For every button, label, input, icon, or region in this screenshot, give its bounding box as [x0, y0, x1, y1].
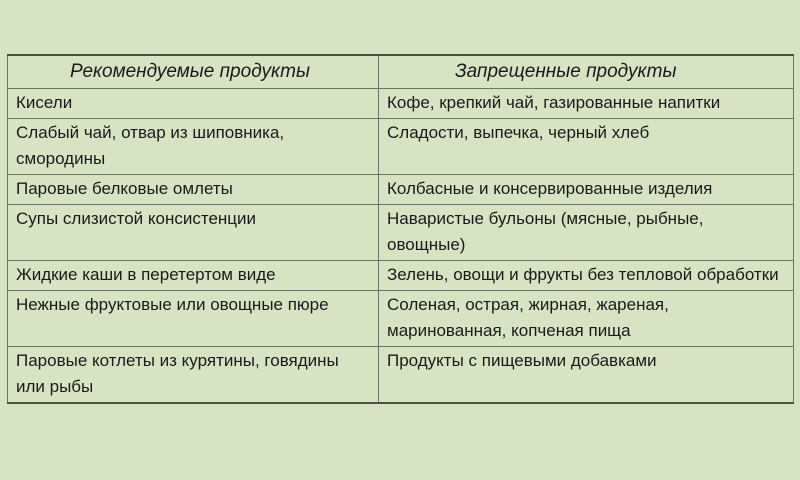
- recommended-cell: Паровые белковые омлеты: [8, 175, 379, 205]
- header-recommended: Рекомендуемые продукты: [8, 55, 379, 89]
- forbidden-cell: Соленая, острая, жирная, жареная, маринованная, копченая пища: [379, 291, 794, 347]
- recommended-cell: Жидкие каши в перетертом виде: [8, 261, 379, 291]
- forbidden-cell: Продукты с пищевыми добавками: [379, 347, 794, 404]
- table-row: [8, 205, 794, 261]
- recommended-cell: Кисели: [8, 89, 379, 119]
- header-forbidden: Запрещенные продукты: [379, 55, 794, 89]
- diet-table-container: [7, 54, 793, 404]
- recommended-cell: Нежные фруктовые или овощные пюре: [8, 291, 379, 347]
- forbidden-cell: Зелень, овощи и фрукты без тепловой обработки: [379, 261, 794, 291]
- recommended-cell: Слабый чай, отвар из шиповника, смородины: [8, 119, 379, 175]
- table-row: [8, 175, 794, 205]
- table-header-row: [8, 55, 794, 89]
- table-row: [8, 291, 794, 347]
- forbidden-cell: Колбасные и консервированные изделия: [379, 175, 794, 205]
- table-row: [8, 261, 794, 291]
- recommended-cell: Супы слизистой консистенции: [8, 205, 379, 261]
- table-row: [8, 119, 794, 175]
- table-row: [8, 89, 794, 119]
- table-row: [8, 347, 794, 404]
- forbidden-cell: Кофе, крепкий чай, газированные напитки: [379, 89, 794, 119]
- forbidden-cell: Сладости, выпечка, черный хлеб: [379, 119, 794, 175]
- diet-table: [7, 54, 794, 404]
- recommended-cell: Паровые котлеты из курятины, говядины или рыбы: [8, 347, 379, 404]
- forbidden-cell: Наваристые бульоны (мясные, рыбные, овощные): [379, 205, 794, 261]
